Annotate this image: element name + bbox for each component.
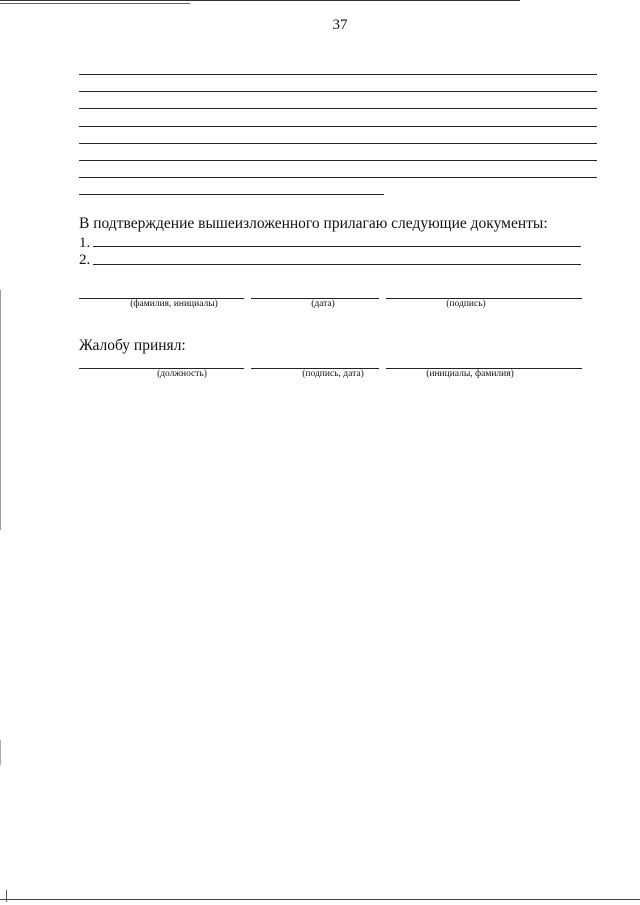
scan-edge-top xyxy=(0,0,520,1)
attachment-line-2 xyxy=(93,264,581,265)
blank-line xyxy=(79,74,597,75)
scan-edge-left-lower xyxy=(0,740,1,765)
attachment-number-2: 2. xyxy=(79,252,91,268)
scan-edge-top-secondary xyxy=(0,3,190,4)
blank-line xyxy=(79,108,597,109)
scan-edge-left xyxy=(0,290,1,530)
caption-signature-date: (подпись, дата) xyxy=(302,369,364,379)
caption-signature: (подпись) xyxy=(446,299,486,309)
attachment-line-1 xyxy=(93,246,581,247)
scan-edge-bottom-mark xyxy=(6,890,7,902)
blank-line-short xyxy=(79,194,384,195)
blank-line xyxy=(79,126,597,127)
caption-position: (должность) xyxy=(157,369,207,379)
blank-line xyxy=(79,177,597,178)
attachments-intro: В подтверждение вышеизложенного прилагаю следующие документы: xyxy=(79,215,548,232)
blank-line xyxy=(79,160,597,161)
caption-date: (дата) xyxy=(311,299,335,309)
blank-line xyxy=(79,143,597,144)
scan-edge-bottom xyxy=(0,899,640,900)
blank-line xyxy=(79,91,597,92)
caption-surname-initials: (фамилия, инициалы) xyxy=(130,299,218,309)
complaint-accepted-label: Жалобу принял: xyxy=(79,337,186,354)
caption-initials-surname: (инициалы, фамилия) xyxy=(426,369,514,379)
attachment-number-1: 1. xyxy=(79,235,91,251)
page-number: 37 xyxy=(332,17,348,33)
